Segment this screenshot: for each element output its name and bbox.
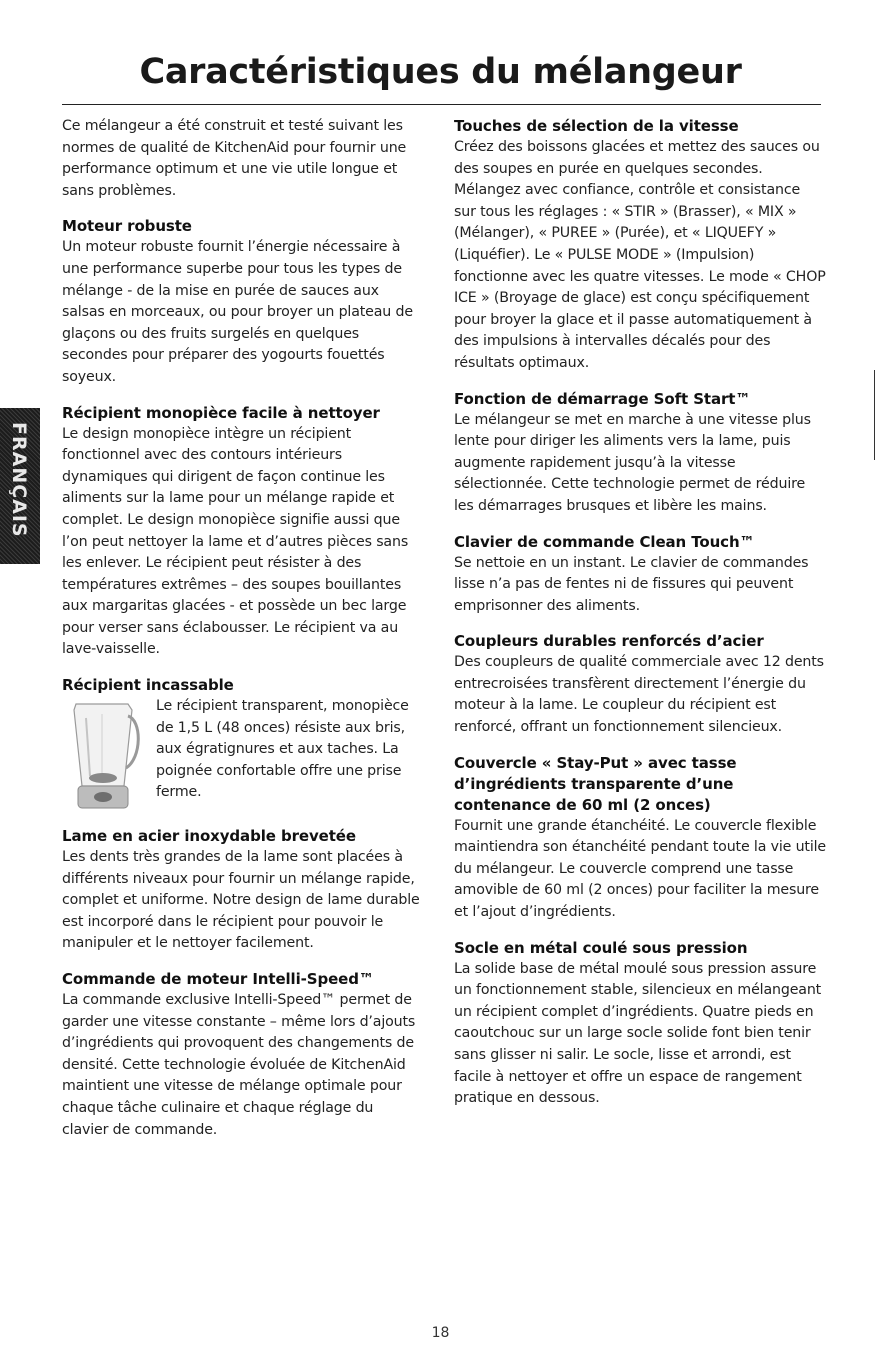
section-text: La commande exclusive Intelli-Speed™ permet de garder une vitesse constante – même lors d’ajouts d’ingrédients qui provoquent des changements de densité. Cette technologie évoluée de KitchenAid maintient une vitesse de mélange optimale pour chaque tâche culinaire et chaque réglage du clavier de commande. bbox=[62, 992, 416, 1138]
section-heading: Socle en métal coulé sous pression bbox=[454, 938, 748, 957]
section-heading: Clavier de commande Clean Touch™ bbox=[454, 532, 755, 551]
section-heading: Coupleurs durables renforcés d’acier bbox=[454, 632, 764, 651]
section-text: Créez des boissons glacées et mettez des sauces ou des soupes en purée en quelques secondes. Mélangez avec confiance, contrôle et consistance sur tous les réglages : « STIR » (Brasser), « MIX » (Mélanger), « PUREE » (Purée), et « LIQUEFY » (Liquéfier). Le « PULSE MODE » (Impulsion) fonctionne avec les quatre vitesses. Le mode « CHOP ICE » (Broyage de glace) est conçu spécifiquement pour broyer la glace et il passe automatiquement à des impulsions à intervalles décalés pour des résultats optimaux. bbox=[454, 139, 826, 371]
language-tab bbox=[0, 408, 40, 564]
section-recipient-monopiece bbox=[62, 403, 422, 662]
section-text: Se nettoie en un instant. Le clavier de commandes lisse n’a pas de fentes ni de fissures qui peuvent emprisonner des aliments. bbox=[454, 554, 809, 614]
section-soft-start bbox=[454, 389, 826, 518]
page-edge-mark bbox=[874, 370, 876, 460]
page-number: 18 bbox=[431, 1325, 450, 1341]
section-heading: Récipient monopièce facile à nettoyer bbox=[62, 403, 380, 422]
section-text: Le design monopièce intègre un récipient fonctionnel avec des contours intérieurs dynamiques qui dirigent de façon continue les aliments sur la lame pour un mélange rapide et complet. Le design monopièce signifie aussi que l’on peut nettoyer la lame et d’autres pièces sans les enlever. Le récipient peut résister à des températures extrêmes – des soupes bouillantes aux margaritas glacées - et possède un bec large pour verser sans éclabousser. Le récipient va au lave-vaisselle. bbox=[62, 425, 409, 658]
section-heading: Lame en acier inoxydable brevetée bbox=[62, 827, 356, 846]
section-text: Des coupleurs de qualité commerciale avec 12 dents entrecroisées transfèrent directement l’énergie du moteur à la lame. Le coupleur du récipient est renforcé, offrant un fonctionnement silencieux. bbox=[454, 654, 824, 736]
section-text: Le récipient transparent, monopièce de 1,5 L (48 onces) résiste aux bris, aux égratignures et aux taches. La poignée confortable offre une prise ferme. bbox=[156, 698, 409, 801]
section-text: Fournit une grande étanchéité. Le couvercle flexible maintiendra son étanchéité pendant toute la vie utile du mélangeur. Le couvercle comprend une tasse amovible de 60 ml (2 onces) pour faciliter la mesure et l’ajout d’ingrédients. bbox=[454, 817, 826, 921]
section-touches-vitesse bbox=[454, 116, 826, 375]
section-text: Un moteur robuste fournit l’énergie nécessaire à une performance superbe pour tous les types de mélange - de la mise en purée de sauces aux salsas en morceaux, ou pour broyer un plateau de glaçons ou des fruits surgelés en quelques secondes pour préparer des yogourts fouettés soyeux. bbox=[62, 239, 413, 385]
section-lame-acier bbox=[62, 826, 422, 955]
section-recipient-incassable bbox=[62, 675, 422, 812]
section-heading: Touches de sélection de la vitesse bbox=[454, 117, 739, 135]
intro-paragraph: Ce mélangeur a été construit et testé suivant les normes de qualité de KitchenAid pour fournir une performance optimum et une vie utile longue et sans problèmes. bbox=[62, 118, 407, 199]
section-socle bbox=[454, 938, 826, 1110]
section-text: La solide base de métal moulé sous pression assure un fonctionnement stable, silencieux en mélangeant un récipient complet d’ingrédients. Quatre pieds en caoutchouc sur un large socle solide font bien tenir sans glisser ni salir. Le socle, lisse et arrondi, est facile à nettoyer et offre un espace de rangement pratique en dessous. bbox=[454, 960, 822, 1107]
right-column bbox=[454, 116, 826, 1124]
blender-jar-illustration bbox=[62, 698, 144, 812]
section-heading: Couvercle « Stay-Put » avec tasse d’ingrédients transparente d’une contenance de 60 ml (2 onces) bbox=[454, 753, 737, 814]
left-column bbox=[62, 116, 422, 1155]
section-heading: Récipient incassable bbox=[62, 676, 234, 695]
page-title: Caractéristiques du mélangeur bbox=[139, 52, 742, 92]
section-text: Le mélangeur se met en marche à une vitesse plus lente pour diriger les aliments vers la lame, puis augmente rapidement jusqu’à la vitesse sélectionnée. Cette technologie permet de réduire les démarrages brusques et libère les mains. bbox=[454, 411, 811, 514]
section-heading: Fonction de démarrage Soft Start™ bbox=[454, 389, 751, 408]
section-heading: Commande de moteur Intelli-Speed™ bbox=[62, 970, 374, 989]
section-clean-touch bbox=[454, 532, 826, 618]
section-couvercle bbox=[454, 753, 826, 924]
section-moteur-robuste bbox=[62, 216, 422, 388]
language-tab-label: FRANÇAIS bbox=[8, 422, 30, 538]
title-divider bbox=[62, 104, 821, 105]
section-text: Les dents très grandes de la lame sont placées à différents niveaux pour fournir un mélange rapide, complet et uniforme. Notre design de lame durable est incorporé dans le récipient pour pouvoir le manipuler et le nettoyer facilement. bbox=[62, 849, 420, 952]
section-intelli-speed bbox=[62, 969, 422, 1141]
section-coupleurs bbox=[454, 631, 826, 738]
section-heading: Moteur robuste bbox=[62, 217, 192, 236]
